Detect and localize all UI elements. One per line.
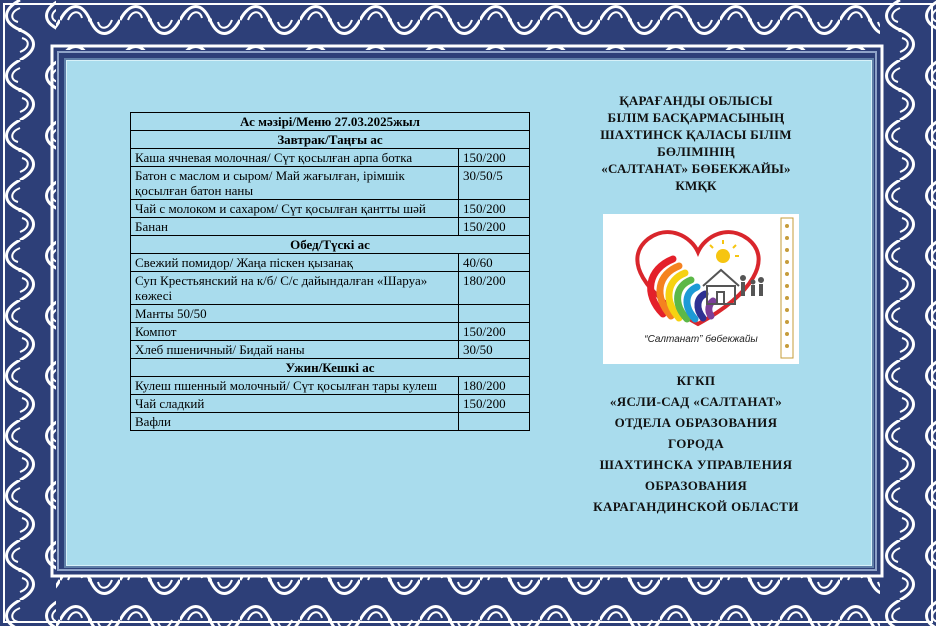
menu-item-portion: 30/50: [459, 341, 530, 359]
menu-item-portion: [459, 413, 530, 431]
org-ru-line: ШАХТИНСКА УПРАВЛЕНИЯ: [599, 457, 793, 472]
org-ru-line: ОБРАЗОВАНИЯ: [644, 478, 748, 493]
menu-item-name: Чай с молоком и сахаром/ Сүт қосылған қантты шәй: [131, 200, 459, 218]
menu-item-name: Каша ячневая молочная/ Сүт қосылған арпа ботка: [131, 149, 459, 167]
menu-item-portion: 150/200: [459, 200, 530, 218]
menu-item-row: [131, 272, 530, 305]
menu-title-row: [131, 113, 530, 131]
menu-item-row: [131, 149, 530, 167]
menu-item-name: Вафли: [131, 413, 459, 431]
menu-item-name: Кулеш пшенный молочный/ Сүт қосылған тары кулеш: [131, 377, 459, 395]
menu-item-name: Суп Крестьянский на к/б/ С/с дайындалған «Шаруа» көжесі: [131, 272, 459, 305]
menu-item-portion: 150/200: [459, 323, 530, 341]
menu-item-portion: 30/50/5: [459, 167, 530, 200]
menu-item-row: [131, 200, 530, 218]
menu-item-row: [131, 323, 530, 341]
menu-section-row: [131, 236, 530, 254]
menu-item-portion: 150/200: [459, 218, 530, 236]
menu-item-name: Компот: [131, 323, 459, 341]
org-kz-line: ҚАРАҒАНДЫ ОБЛЫСЫ: [619, 93, 773, 108]
menu-item-row: [131, 395, 530, 413]
menu-item-row: [131, 305, 530, 323]
menu-table: [130, 112, 530, 431]
org-kz-line: ШАХТИНСК ҚАЛАСЫ БІЛІМ: [600, 127, 792, 142]
logo-caption: “Салтанат” бөбекжайы: [644, 334, 758, 345]
org-kz-line: «САЛТАНАТ» БӨБЕКЖАЙЫ»: [601, 161, 791, 176]
menu-item-name: Хлеб пшеничный/ Бидай наны: [131, 341, 459, 359]
menu-item-portion: 150/200: [459, 149, 530, 167]
menu-item-row: [131, 218, 530, 236]
menu-section-row: [131, 359, 530, 377]
menu-item-row: [131, 377, 530, 395]
org-ru-line: КГКП: [676, 373, 716, 388]
org-ru-line: ОТДЕЛА ОБРАЗОВАНИЯ: [614, 415, 778, 430]
menu-item-name: Банан: [131, 218, 459, 236]
menu-item-name: Манты 50/50: [131, 305, 459, 323]
org-ru-line: КАРАГАНДИНСКОЙ ОБЛАСТИ: [593, 499, 799, 514]
org-title-ru: [560, 370, 832, 517]
menu-section-heading: Ужин/Кешкі ас: [131, 359, 530, 377]
menu-item-name: Чай сладкий: [131, 395, 459, 413]
org-ru-line: «ЯСЛИ-САД «САЛТАНАТ»: [609, 394, 783, 409]
menu-item-portion: 40/60: [459, 254, 530, 272]
menu-item-portion: 150/200: [459, 395, 530, 413]
org-kz-line: КМҚК: [675, 178, 717, 193]
menu-item-portion: 180/200: [459, 377, 530, 395]
menu-title: Ас мәзірі/Меню 27.03.2025жыл: [131, 113, 530, 131]
menu-section-heading: Обед/Түскі ас: [131, 236, 530, 254]
menu-item-row: [131, 341, 530, 359]
menu-section-row: [131, 131, 530, 149]
menu-item-portion: [459, 305, 530, 323]
menu-item-name: Батон с маслом и сыром/ Май жағылған, ірімшік қосылған батон наны: [131, 167, 459, 200]
org-title-kz: [560, 92, 832, 194]
menu-item-row: [131, 413, 530, 431]
menu-item-name: Свежий помидор/ Жаңа піскен қызанақ: [131, 254, 459, 272]
menu-section-heading: Завтрак/Таңғы ас: [131, 131, 530, 149]
org-kz-line: БІЛІМ БАСҚАРМАСЫНЫҢ: [607, 110, 785, 125]
menu-item-row: [131, 167, 530, 200]
org-kz-line: БӨЛІМІНІҢ: [657, 144, 735, 159]
menu-item-row: [131, 254, 530, 272]
org-ru-line: ГОРОДА: [667, 436, 725, 451]
menu-item-portion: 180/200: [459, 272, 530, 305]
kindergarten-logo: [603, 214, 799, 364]
